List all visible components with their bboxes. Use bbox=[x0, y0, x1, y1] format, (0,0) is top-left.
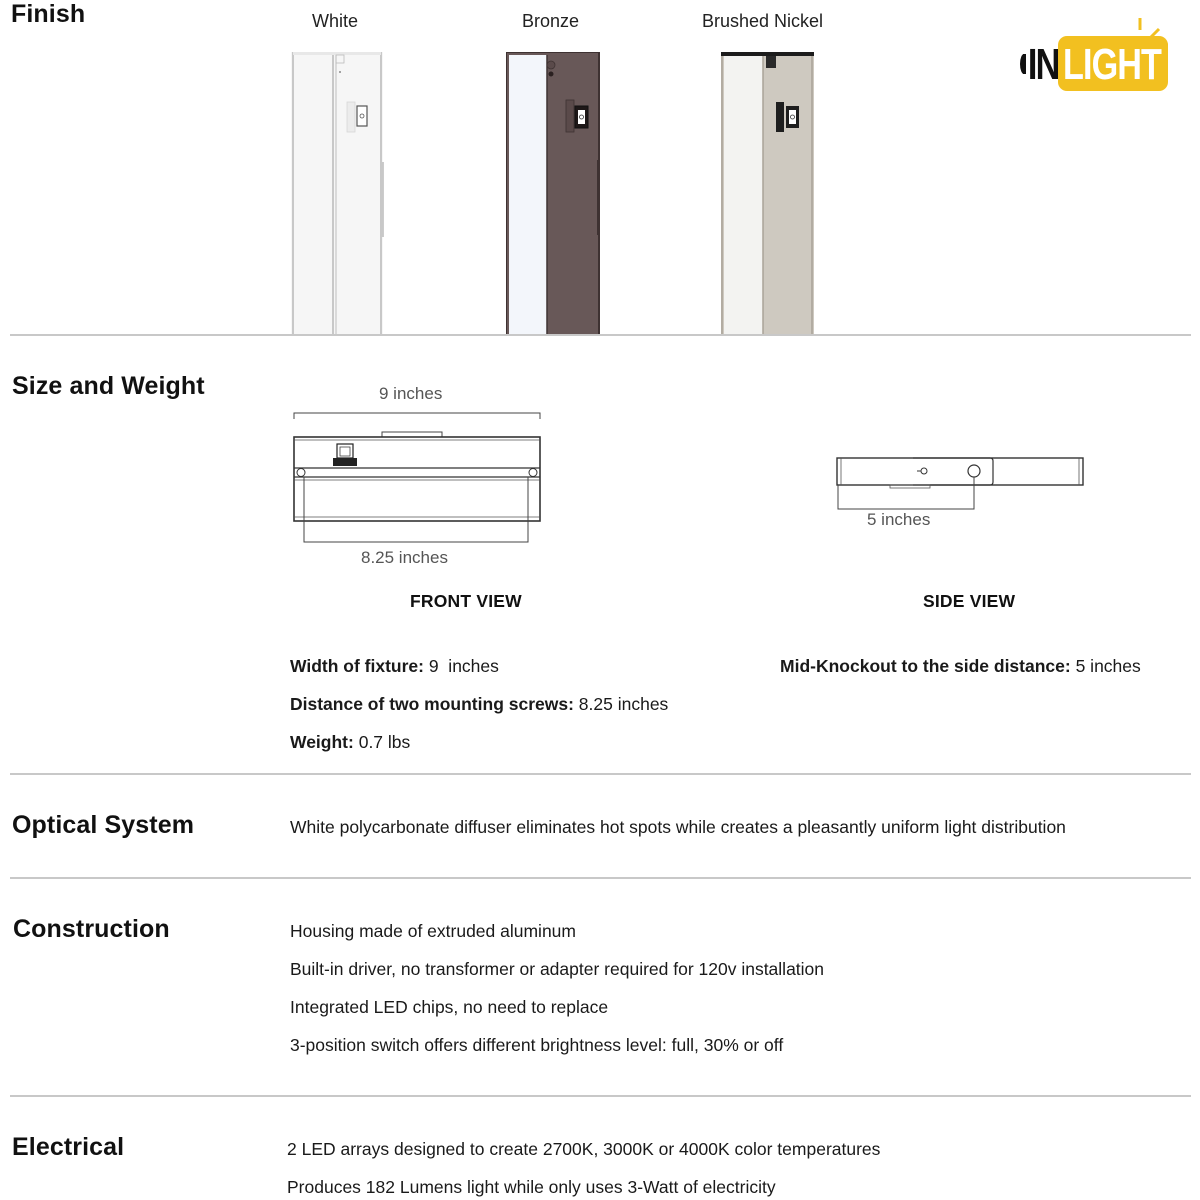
size-weight-heading: Size and Weight bbox=[12, 372, 205, 400]
finish-label-white: White bbox=[312, 11, 359, 31]
section-divider bbox=[10, 334, 1191, 336]
construction-heading: Construction bbox=[13, 915, 170, 943]
side-view-label: SIDE VIEW bbox=[923, 591, 1016, 611]
finish-swatch-bronze[interactable] bbox=[506, 52, 599, 335]
optical-description: White polycarbonate diffuser eliminates hot spots while creates a pleasantly uniform light distribution bbox=[290, 817, 1066, 837]
optical-heading: Optical System bbox=[12, 811, 195, 839]
svg-text:LIGHT: LIGHT bbox=[1063, 40, 1162, 90]
front-view-drawing bbox=[290, 405, 550, 545]
finish-swatch-brushed-nickel[interactable] bbox=[721, 52, 814, 335]
spec-screw-distance bbox=[290, 694, 668, 715]
electrical-item: Produces 182 Lumens light while only uses 3-Watt of electricity bbox=[287, 1177, 776, 1197]
fixture-brushed-nickel-image bbox=[721, 52, 816, 335]
construction-item: Housing made of extruded aluminum bbox=[290, 921, 576, 941]
spec-width-key: Width of fixture: bbox=[290, 656, 424, 676]
spec-knockout-distance bbox=[780, 656, 1141, 677]
inlight-logo-icon bbox=[1018, 16, 1178, 96]
spec-knockout-key: Mid-Knockout to the side distance: bbox=[780, 656, 1071, 676]
section-divider bbox=[10, 1095, 1191, 1097]
side-view-drawing bbox=[830, 450, 1090, 515]
inlight-logo bbox=[1018, 16, 1178, 96]
svg-text:IN: IN bbox=[1027, 40, 1059, 90]
finish-heading: Finish bbox=[11, 0, 86, 28]
fixture-white-image bbox=[291, 52, 391, 335]
electrical-item: 2 LED arrays designed to create 2700K, 3000K or 4000K color temperatures bbox=[287, 1139, 881, 1159]
front-screw-dimension: 8.25 inches bbox=[361, 548, 448, 567]
construction-item: Built-in driver, no transformer or adapter required for 120v installation bbox=[290, 959, 825, 979]
spec-weight-value: 0.7 lbs bbox=[353, 732, 411, 752]
front-width-dimension: 9 inches bbox=[379, 384, 443, 403]
construction-item: 3-position switch offers different brightness level: full, 30% or off bbox=[290, 1035, 784, 1055]
electrical-heading: Electrical bbox=[12, 1133, 125, 1161]
section-divider bbox=[10, 773, 1191, 775]
spec-width bbox=[290, 656, 499, 677]
spec-weight-key: Weight: bbox=[290, 732, 354, 752]
construction-item: Integrated LED chips, no need to replace bbox=[290, 997, 609, 1017]
spec-weight bbox=[290, 732, 410, 753]
spec-screw-key: Distance of two mounting screws: bbox=[290, 694, 574, 714]
spec-knockout-value: 5 inches bbox=[1070, 656, 1141, 676]
front-view-label: FRONT VIEW bbox=[410, 591, 522, 611]
side-knockout-dimension: 5 inches bbox=[867, 510, 931, 529]
fixture-bronze-image bbox=[506, 52, 601, 335]
finish-label-bronze: Bronze bbox=[522, 11, 580, 31]
finish-label-brushed-nickel: Brushed Nickel bbox=[702, 11, 824, 31]
finish-swatch-white[interactable] bbox=[291, 52, 381, 335]
spec-width-value: 9 inches bbox=[423, 656, 499, 676]
spec-screw-value: 8.25 inches bbox=[573, 694, 669, 714]
section-divider bbox=[10, 877, 1191, 879]
